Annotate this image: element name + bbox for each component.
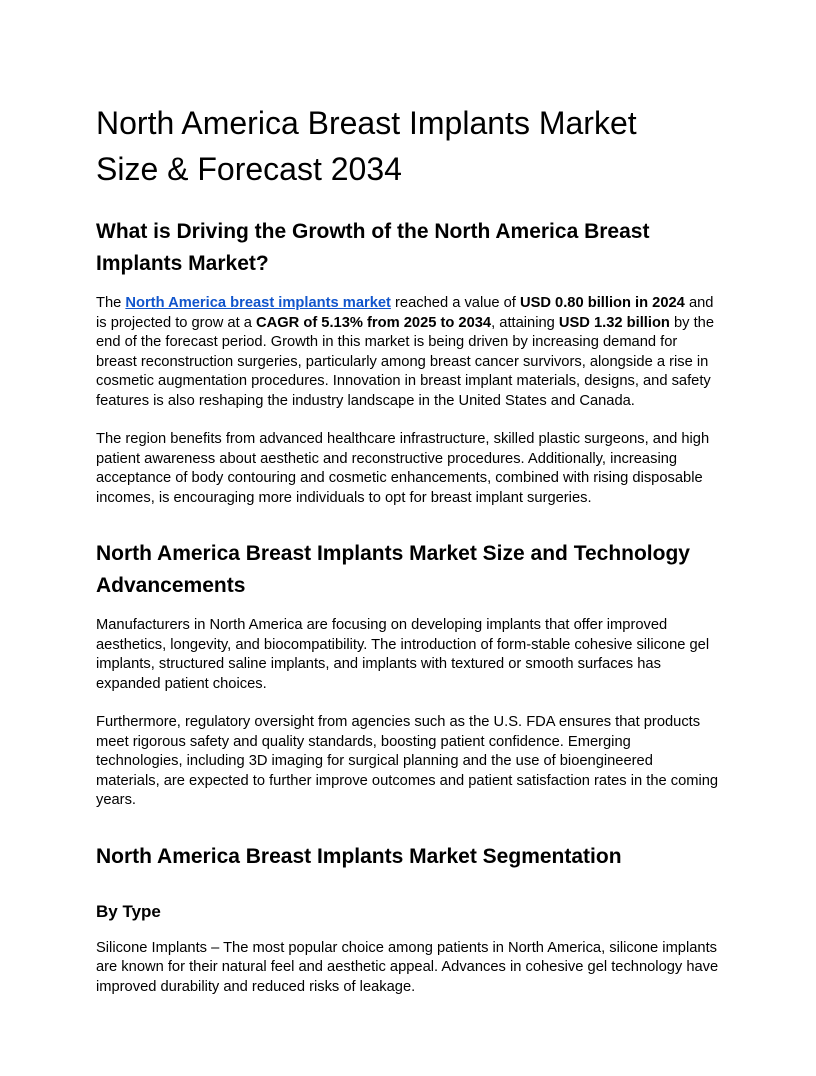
text-run: , attaining	[491, 314, 559, 331]
paragraph-market-overview	[96, 294, 720, 411]
text-run-bold-value-2024: USD 0.80 billion in 2024	[519, 295, 685, 311]
text-run-bold-cagr: CAGR of 5.13% from 2025 to 2034	[256, 314, 492, 331]
subheading-by-type: By Type	[96, 901, 161, 921]
document-title	[96, 100, 720, 192]
text-run: and is projected to grow at a	[96, 295, 714, 331]
text-run: by the end of the forecast period. Growth in this market is being driven by increasing demand for breast reconstruction surgeries, particularly among breast cancer survivors, alongside a rise in cosmetic augmentation procedures. Innovation in breast implant materials, designs, and safety features is also reshaping the industry landscape in the United States and Canada.	[96, 314, 714, 409]
paragraph-regulatory: Furthermore, regulatory oversight from agencies such as the U.S. FDA ensures that products meet rigorous safety and quality standards, boosting patient confidence. Emerging technologies, including 3D imaging for surgical planning and the use of bioengineered materials, are expected to further improve outcomes and patient satisfaction rates in the coming years.	[96, 714, 719, 808]
market-report-link[interactable]: North America breast implants market	[125, 295, 391, 311]
section-heading-segmentation: North America Breast Implants Market Segmentation	[96, 844, 622, 868]
text-run: The	[96, 295, 126, 311]
paragraph-manufacturers: Manufacturers in North America are focusing on developing implants that offer improved aesthetics, longevity, and biocompatibility. The introduction of form-stable cohesive silicone gel implants, structured saline implants, and implants with textured or smooth surfaces has expanded patient choices.	[96, 617, 710, 692]
section-heading-market-size-technology: North America Breast Implants Market Size and Technology Advancements	[96, 542, 690, 597]
document-title-line-2: Size & Forecast 2034	[96, 151, 402, 187]
text-run: reached a value of	[390, 295, 520, 311]
paragraph-silicone-implants: Silicone Implants – The most popular choice among patients in North America, silicone implants are known for their natural feel and aesthetic appeal. Advances in cohesive gel technology have improved durability and reduced risks of leakage.	[96, 939, 719, 995]
document-title-line-1: North America Breast Implants Market	[96, 105, 637, 141]
text-run-bold-value-2034: USD 1.32 billion	[558, 314, 670, 331]
section-heading-growth-drivers: What is Driving the Growth of the North America Breast Implants Market?	[96, 220, 650, 275]
paragraph-region-benefits: The region benefits from advanced healthcare infrastructure, skilled plastic surgeons, and high patient awareness about aesthetic and reconstructive procedures. Additionally, increasing acceptance of body contouring and cosmetic enhancements, combined with rising disposable incomes, is encouraging more individuals to opt for breast implant surgeries.	[96, 431, 710, 506]
